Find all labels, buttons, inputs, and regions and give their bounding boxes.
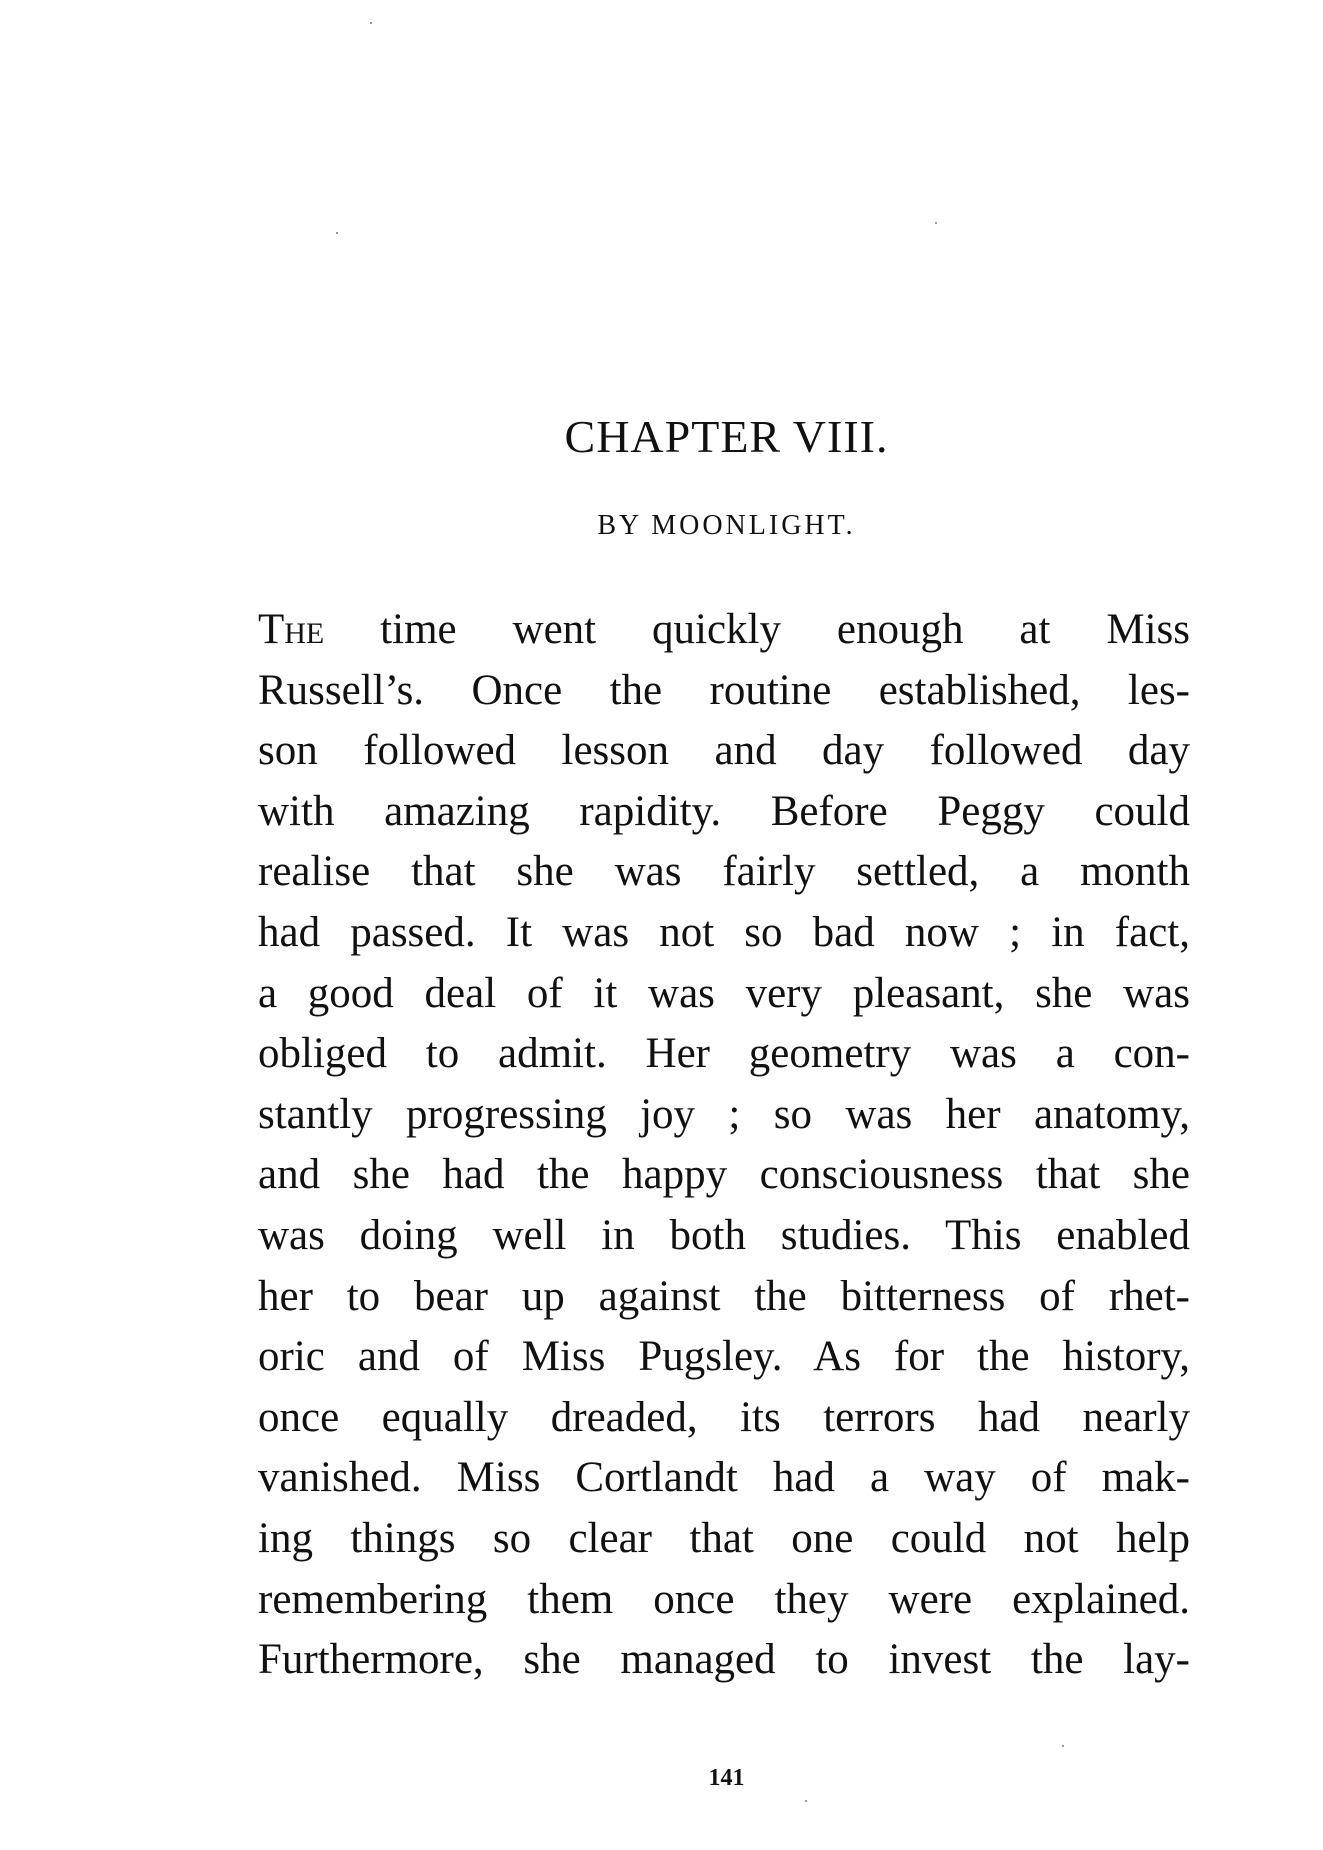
text-line: once equally dreaded, its terrors had nearly bbox=[258, 1393, 1190, 1441]
text-line: a good deal of it was very pleasant, she was bbox=[258, 969, 1190, 1017]
text-line: The time went quickly enough at Miss bbox=[258, 606, 1190, 653]
text-line: stantly progressing joy ; so was her anatomy, bbox=[258, 1090, 1190, 1138]
text-line: Furthermore, she managed to invest the lay- bbox=[258, 1636, 1190, 1684]
chapter-subtitle: BY MOONLIGHT. bbox=[597, 510, 856, 541]
text-line: oric and of Miss Pugsley. As for the history, bbox=[258, 1333, 1190, 1381]
text-line: and she had the happy consciousness that she bbox=[258, 1151, 1190, 1199]
text-line: remembering them once they were explained. bbox=[258, 1575, 1190, 1623]
text-line: son followed lesson and day followed day bbox=[258, 727, 1190, 775]
print-speck bbox=[370, 22, 372, 24]
text-line: her to bear up against the bitterness of rhet- bbox=[258, 1272, 1190, 1320]
body-paragraph bbox=[258, 600, 1190, 1691]
text-line: Russell’s. Once the routine established, les- bbox=[258, 666, 1190, 714]
text-line: obliged to admit. Her geometry was a con- bbox=[258, 1030, 1190, 1078]
text-line: realise that she was fairly settled, a month bbox=[258, 848, 1190, 896]
print-speck bbox=[935, 222, 937, 224]
text-line: vanished. Miss Cortlandt had a way of mak- bbox=[258, 1454, 1190, 1502]
page-number: 141 bbox=[708, 1765, 745, 1791]
print-speck bbox=[805, 1800, 807, 1802]
text-line: had passed. It was not so bad now ; in fact, bbox=[258, 908, 1190, 956]
print-speck bbox=[1062, 1745, 1064, 1747]
text-line: with amazing rapidity. Before Peggy could bbox=[258, 787, 1190, 835]
print-speck bbox=[336, 232, 338, 234]
chapter-heading: CHAPTER VIII. bbox=[564, 411, 889, 462]
lead-word: The bbox=[258, 606, 325, 653]
text-line: ing things so clear that one could not help bbox=[258, 1514, 1190, 1562]
text-line: was doing well in both studies. This enabled bbox=[258, 1211, 1190, 1259]
